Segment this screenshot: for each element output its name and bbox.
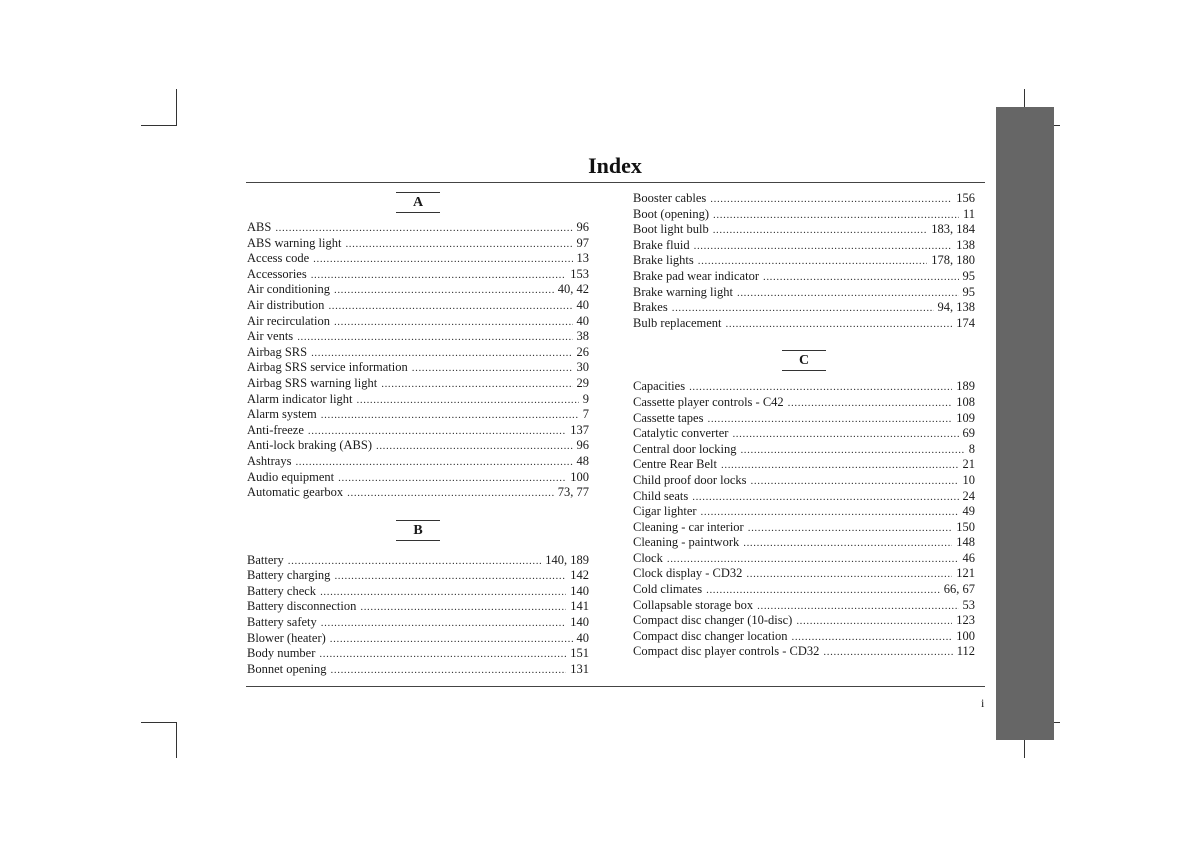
entry-pages: 7 <box>582 407 589 422</box>
index-entry <box>633 300 975 316</box>
entry-pages: 95 <box>962 268 975 283</box>
entry-label: Brake lights <box>633 253 694 268</box>
entry-pages: 137 <box>570 422 589 437</box>
dot-leader <box>788 395 953 411</box>
entry-label: Airbag SRS <box>247 344 308 359</box>
dot-leader <box>321 615 566 631</box>
entry-label: Compact disc changer location <box>633 628 788 643</box>
index-entry <box>633 644 975 660</box>
dot-leader <box>334 568 566 584</box>
entry-label: Air conditioning <box>247 282 330 297</box>
dot-leader <box>320 584 566 600</box>
index-entry <box>247 615 589 631</box>
header-rule <box>246 182 985 183</box>
entry-pages: 121 <box>956 566 975 581</box>
dot-leader <box>331 662 567 678</box>
entry-pages: 112 <box>956 644 975 659</box>
dot-leader <box>334 314 573 330</box>
entry-label: ABS warning light <box>247 235 342 250</box>
entry-label: Centre Rear Belt <box>633 457 717 472</box>
entry-label: Battery check <box>247 583 317 598</box>
entry-pages: 100 <box>570 469 589 484</box>
dot-leader <box>360 599 566 615</box>
entry-label: Child proof door locks <box>633 472 747 487</box>
entry-label: Bonnet opening <box>247 661 327 676</box>
index-entry <box>247 646 589 662</box>
index-entry <box>247 631 589 647</box>
entry-label: ABS <box>247 220 272 234</box>
entry-label: Accessories <box>247 266 307 281</box>
index-entry <box>633 566 975 582</box>
entry-label: Access code <box>247 251 310 266</box>
entry-pages: 30 <box>576 360 589 375</box>
index-entry <box>633 629 975 645</box>
entry-label: Battery disconnection <box>247 599 357 614</box>
entry-label: Brake warning light <box>633 284 733 299</box>
entry-label: Cleaning - paintwork <box>633 535 740 550</box>
dot-leader <box>297 329 572 345</box>
entry-label: Cleaning - car interior <box>633 519 744 534</box>
entry-pages: 13 <box>576 251 589 266</box>
entry-pages: 97 <box>576 235 589 250</box>
index-entry <box>633 238 975 254</box>
entry-pages: 108 <box>956 394 975 409</box>
index-entry <box>633 520 975 536</box>
entry-label: Capacities <box>633 379 686 394</box>
index-entry <box>633 269 975 285</box>
entry-label: Ashtrays <box>247 453 292 468</box>
entry-pages: 66, 67 <box>943 582 975 597</box>
entry-pages: 46 <box>962 550 975 565</box>
entry-pages: 140, 189 <box>545 552 589 567</box>
index-entry <box>633 191 975 207</box>
dot-leader <box>721 457 959 473</box>
index-entry <box>247 423 589 439</box>
entry-pages: 38 <box>576 329 589 344</box>
dot-leader <box>710 191 952 207</box>
index-entry <box>633 473 975 489</box>
dot-leader <box>334 282 554 298</box>
entry-pages: 109 <box>956 410 975 425</box>
dot-leader <box>694 238 953 254</box>
entry-pages: 142 <box>570 568 589 583</box>
index-entry <box>633 598 975 614</box>
entry-pages: 140 <box>570 615 589 630</box>
entry-label: Brake fluid <box>633 237 690 252</box>
index-entry <box>633 253 975 269</box>
entry-label: Central door locking <box>633 441 737 456</box>
index-entry <box>633 535 975 551</box>
entry-pages: 140 <box>570 583 589 598</box>
dot-leader <box>707 411 952 427</box>
dot-leader <box>311 345 572 361</box>
crop-mark <box>176 722 177 758</box>
index-entries <box>633 191 975 331</box>
entry-pages: 69 <box>962 426 975 441</box>
entry-pages: 73, 77 <box>557 485 589 500</box>
entry-label: Child seats <box>633 488 689 503</box>
crop-mark <box>141 125 177 126</box>
entry-pages: 151 <box>570 646 589 661</box>
index-entry <box>633 613 975 629</box>
entry-pages: 21 <box>962 457 975 472</box>
dot-leader <box>330 631 573 647</box>
entry-label: Bulb replacement <box>633 315 722 330</box>
index-entry <box>247 282 589 298</box>
entry-pages: 95 <box>962 284 975 299</box>
index-entry <box>247 236 589 252</box>
entry-pages: 123 <box>956 613 975 628</box>
index-entry <box>247 599 589 615</box>
entry-pages: 40 <box>576 297 589 312</box>
entry-label: Airbag SRS service information <box>247 360 408 375</box>
dot-leader <box>692 489 958 505</box>
entry-label: Brakes <box>633 300 668 315</box>
index-entry <box>633 457 975 473</box>
dot-leader <box>698 253 927 269</box>
entry-label: Cassette player controls - C42 <box>633 394 784 409</box>
entry-pages: 189 <box>956 379 975 394</box>
index-entry <box>633 207 975 223</box>
right-column <box>633 191 975 660</box>
dot-leader <box>357 392 579 408</box>
dot-leader <box>275 220 572 236</box>
index-entry <box>633 395 975 411</box>
index-entry <box>247 267 589 283</box>
index-entry <box>633 551 975 567</box>
dot-leader <box>672 300 934 316</box>
entry-label: Booster cables <box>633 191 707 205</box>
entry-label: Cold climates <box>633 582 703 597</box>
footer-rule <box>246 686 985 687</box>
section-c <box>633 350 975 660</box>
index-entry <box>247 568 589 584</box>
dot-leader <box>732 426 958 442</box>
dot-leader <box>757 598 958 614</box>
dot-leader <box>751 473 959 489</box>
entry-label: Brake pad wear indicator <box>633 268 759 283</box>
dot-leader <box>743 535 952 551</box>
entry-label: Boot light bulb <box>633 222 709 237</box>
section-letter: A <box>247 192 589 212</box>
entry-label: Battery safety <box>247 615 317 630</box>
entry-label: Anti-lock braking (ABS) <box>247 438 372 453</box>
index-entry <box>247 407 589 423</box>
entry-pages: 29 <box>576 375 589 390</box>
dot-leader <box>726 316 953 332</box>
entry-pages: 148 <box>956 535 975 550</box>
entry-label: Blower (heater) <box>247 630 326 645</box>
index-entry <box>247 314 589 330</box>
entry-label: Cassette tapes <box>633 410 704 425</box>
entry-label: Compact disc changer (10-disc) <box>633 613 793 628</box>
entry-pages: 96 <box>576 438 589 453</box>
entry-label: Airbag SRS warning light <box>247 375 378 390</box>
index-entry <box>633 411 975 427</box>
dot-leader <box>737 285 959 301</box>
dot-leader <box>313 251 572 267</box>
dot-leader <box>381 376 572 392</box>
index-entry <box>633 426 975 442</box>
entry-pages: 150 <box>956 519 975 534</box>
dot-leader <box>796 613 952 629</box>
index-entries <box>247 220 589 501</box>
index-entry <box>247 553 589 569</box>
index-entry <box>633 316 975 332</box>
index-entry <box>247 220 589 236</box>
entry-pages: 100 <box>956 628 975 643</box>
index-entry <box>247 470 589 486</box>
entry-pages: 183, 184 <box>931 222 975 237</box>
index-entry <box>247 376 589 392</box>
dot-leader <box>791 629 952 645</box>
entry-pages: 26 <box>576 344 589 359</box>
entry-label: Collapsable storage box <box>633 597 754 612</box>
entry-pages: 40 <box>576 313 589 328</box>
entry-label: Body number <box>247 646 316 661</box>
dot-leader <box>701 504 959 520</box>
dot-leader <box>347 485 554 501</box>
left-column <box>247 192 589 677</box>
entry-pages: 131 <box>570 661 589 676</box>
entry-label: Audio equipment <box>247 469 335 484</box>
index-entry <box>633 285 975 301</box>
entry-label: Anti-freeze <box>247 422 304 437</box>
index-entry <box>633 222 975 238</box>
entry-pages: 10 <box>962 472 975 487</box>
index-entry <box>633 379 975 395</box>
dot-leader <box>311 267 567 283</box>
page-number: i <box>981 696 985 710</box>
entry-label: Cigar lighter <box>633 504 697 519</box>
dot-leader <box>823 644 952 660</box>
index-entry <box>633 504 975 520</box>
entry-pages: 9 <box>582 391 589 406</box>
index-entry <box>247 298 589 314</box>
entry-label: Compact disc player controls - CD32 <box>633 644 820 659</box>
entry-label: Battery <box>247 552 284 567</box>
entry-pages: 49 <box>962 504 975 519</box>
section-letter: B <box>247 520 589 540</box>
dot-leader <box>740 442 964 458</box>
section-b <box>247 520 589 678</box>
index-entry <box>247 438 589 454</box>
dot-leader <box>321 407 579 423</box>
index-entries <box>247 553 589 678</box>
index-entry <box>633 582 975 598</box>
index-entry <box>633 442 975 458</box>
entry-label: Air distribution <box>247 297 325 312</box>
dot-leader <box>713 222 928 238</box>
entry-pages: 40, 42 <box>557 282 589 297</box>
index-entry <box>247 485 589 501</box>
section-a <box>247 192 589 501</box>
dot-leader <box>713 207 959 223</box>
entry-label: Battery charging <box>247 568 331 583</box>
entry-label: Air recirculation <box>247 313 330 328</box>
entry-label: Clock <box>633 550 663 565</box>
dot-leader <box>308 423 566 439</box>
entry-pages: 11 <box>962 206 975 221</box>
dot-leader <box>763 269 959 285</box>
entry-label: Catalytic converter <box>633 426 729 441</box>
index-entry <box>247 392 589 408</box>
crop-mark <box>176 89 177 125</box>
index-entry <box>247 345 589 361</box>
entry-pages: 138 <box>956 237 975 252</box>
dot-leader <box>412 360 573 376</box>
section-letter: C <box>633 350 975 370</box>
entry-pages: 156 <box>956 191 975 205</box>
dot-leader <box>706 582 940 598</box>
index-entry <box>247 329 589 345</box>
entry-pages: 178, 180 <box>931 253 975 268</box>
entry-pages: 141 <box>570 599 589 614</box>
entry-label: Automatic gearbox <box>247 485 344 500</box>
index-entry <box>247 251 589 267</box>
dot-leader <box>288 553 541 569</box>
dot-leader <box>376 438 573 454</box>
entry-pages: 153 <box>570 266 589 281</box>
crop-mark <box>141 722 177 723</box>
entry-pages: 53 <box>962 597 975 612</box>
dot-leader <box>667 551 959 567</box>
entry-label: Boot (opening) <box>633 206 710 221</box>
index-entry <box>247 360 589 376</box>
dot-leader <box>338 470 566 486</box>
entry-label: Alarm indicator light <box>247 391 353 406</box>
dot-leader <box>295 454 572 470</box>
entry-pages: 40 <box>576 630 589 645</box>
dot-leader <box>319 646 566 662</box>
entry-pages: 24 <box>962 488 975 503</box>
page-title: Index <box>588 153 642 178</box>
dot-leader <box>328 298 572 314</box>
entry-pages: 48 <box>576 453 589 468</box>
index-entry <box>247 662 589 678</box>
entry-pages: 174 <box>956 315 975 330</box>
index-entry <box>633 489 975 505</box>
entry-pages: 8 <box>968 441 975 456</box>
index-entries <box>633 379 975 660</box>
entry-label: Air vents <box>247 329 294 344</box>
dot-leader <box>689 379 952 395</box>
entry-label: Clock display - CD32 <box>633 566 743 581</box>
dot-leader <box>746 566 952 582</box>
index-entry <box>247 584 589 600</box>
dot-leader <box>748 520 953 536</box>
entry-pages: 94, 138 <box>937 300 975 315</box>
chapter-tab <box>996 107 1054 740</box>
dot-leader <box>345 236 572 252</box>
entry-pages: 96 <box>576 220 589 234</box>
index-entry <box>247 454 589 470</box>
entry-label: Alarm system <box>247 407 317 422</box>
